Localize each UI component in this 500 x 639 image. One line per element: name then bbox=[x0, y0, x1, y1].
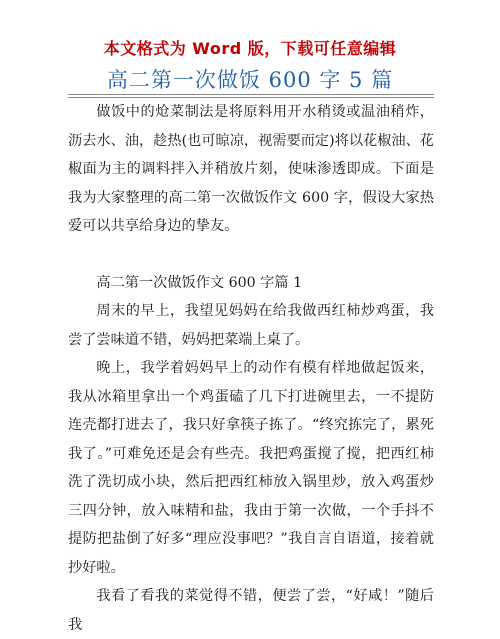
format-notice: 本文格式为 Word 版，下载可任意编辑 bbox=[103, 39, 397, 58]
body-paragraph: 我看了看我的菜觉得不错，便尝了尝，“好咸！”随后我 bbox=[68, 588, 434, 633]
title-divider bbox=[68, 94, 434, 95]
body-paragraph: 周末的早上，我望见妈妈在给我做西红柿炒鸡蛋，我尝了尝味道不错，妈妈把菜端上桌了。 bbox=[68, 303, 434, 348]
document-body bbox=[68, 98, 434, 639]
body-paragraph: 晚上，我学着妈妈早上的动作有模有样地做起饭来，我从冰箱里拿出一个鸡蛋磕了几下打进碗里去，一不提防连壳都打进去了，我只好拿筷子拣了。“终究拣完了，累死我了。”可难免还是会有些壳。我把鸡蛋搅了搅，把西红柿洗了洗切成小块，然后把西红柿放入锅里炒，放入鸡蛋炒三四分钟，放入味精和盐，我由于第一次做，一个手抖不提防把盐倒了好多“理应没事吧？”我自言自语道，接着就抄好啦。 bbox=[68, 360, 434, 576]
intro-paragraph: 做饭中的炝菜制法是将原料用开水稍烫或温油稍炸，沥去水、油，趁热(也可晾凉，视需要而定)将以花椒油、花椒面为主的调料拌入并稍放片刻，使味渗透即成。下面是我为大家整理的高二第一次做饭作文 600 字，假设大家热爱可以共享给身边的挚友。 bbox=[68, 104, 434, 234]
section-heading: 高二第一次做饭作文 600 字篇 1 bbox=[96, 274, 303, 291]
page-title: 高二第一次做饭 600 字 5 篇 bbox=[106, 68, 394, 92]
